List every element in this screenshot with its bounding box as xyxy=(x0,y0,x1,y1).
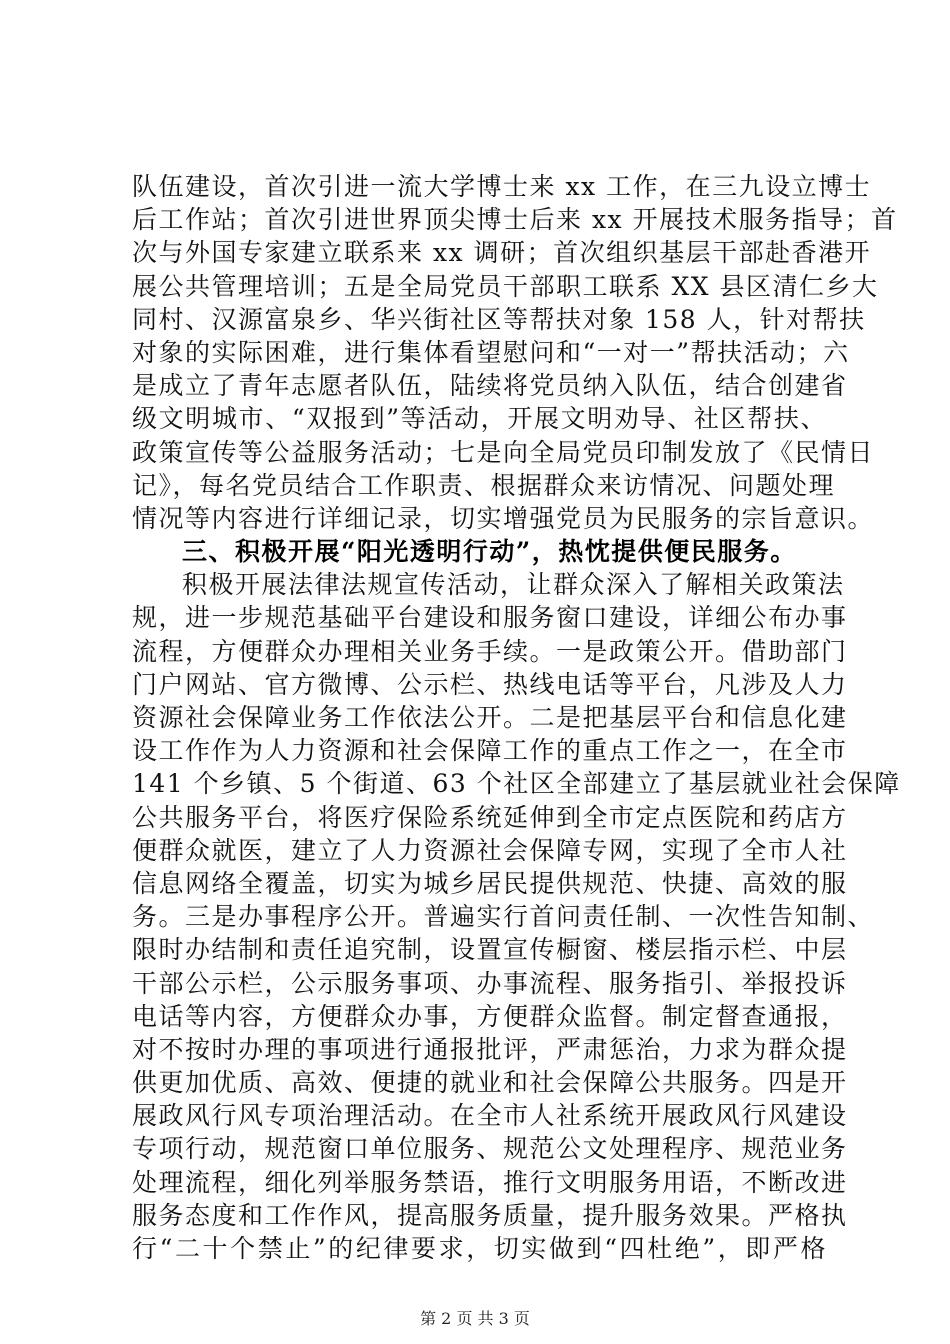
body-line: 务。三是办事程序公开。普遍实行首问责任制、一次性告知制、 xyxy=(132,902,875,932)
body-line: 是成立了青年志愿者队伍，陆续将党员纳入队伍，结合创建省 xyxy=(132,371,848,401)
body-text xyxy=(132,170,901,1265)
body-line: 展政风行风专项治理活动。在全市人社系统开展政风行风建设 xyxy=(132,1101,848,1131)
body-line: 对象的实际困难，进行集体看望慰问和“一对一”帮扶活动；六 xyxy=(132,337,850,367)
body-line: 电话等内容，方便群众办事，方便群众监督。制定督查通报， xyxy=(132,1001,848,1031)
section-heading: 三、积极开展“阳光透明行动”，热忱提供便民服务。 xyxy=(182,537,797,567)
body-line: 展公共管理培训；五是全局党员干部职工联系 XX 县区清仁乡大 xyxy=(132,271,879,301)
body-line: 141 个乡镇、5 个街道、63 个社区全部建立了基层就业社会保障 xyxy=(132,769,901,799)
body-line: 专项行动，规范窗口单位服务、规范公文处理程序、规范业务 xyxy=(132,1134,848,1164)
body-line: 资源社会保障业务工作依法公开。二是把基层平台和信息化建 xyxy=(132,703,848,732)
body-line: 限时办结制和责任追究制，设置宣传橱窗、楼层指示栏、中层 xyxy=(132,935,848,965)
body-line: 后工作站；首次引进世界顶尖博士后来 xx 开展技术服务指导；首 xyxy=(132,205,898,235)
body-line: 次与外国专家建立联系来 xx 调研；首次组织基层干部赴香港开 xyxy=(132,238,872,268)
body-line: 同村、汉源富泉乡、华兴街社区等帮扶对象 158 人，针对帮扶 xyxy=(132,304,866,334)
body-line: 门户网站、官方微博、公示栏、热线电话等平台，凡涉及人力 xyxy=(132,669,848,699)
body-line: 处理流程，细化列举服务禁语，推行文明服务用语，不断改进 xyxy=(132,1167,848,1197)
page-footer: 第 2 页 共 3 页 xyxy=(420,1309,530,1328)
body-line: 队伍建设，首次引进一流大学博士来 xx 工作，在三九设立博士 xyxy=(132,172,872,201)
paragraph-first-line: 积极开展法律法规宣传活动，让群众深入了解相关政策法 xyxy=(182,570,845,600)
body-line: 供更加优质、高效、便捷的就业和社会保障公共服务。四是开 xyxy=(132,1068,848,1098)
body-line: 对不按时办理的事项进行通报批评，严肃惩治，力求为群众提 xyxy=(132,1034,848,1064)
body-line: 信息网络全覆盖，切实为城乡居民提供规范、快捷、高效的服 xyxy=(132,868,848,898)
body-line: 情况等内容进行详细记录，切实增强党员为民服务的宗旨意识。 xyxy=(132,503,875,533)
body-line: 记》，每名党员结合工作职责、根据群众来访情况、问题处理 xyxy=(132,470,836,500)
body-line: 规，进一步规范基础平台建设和服务窗口建设，详细公布办事 xyxy=(132,603,848,633)
body-line: 级文明城市、“双报到”等活动，开展文明劝导、社区帮扶、 xyxy=(132,404,827,434)
body-line: 行“二十个禁止”的纪律要求，切实做到“四杜绝”，即严格 xyxy=(132,1234,827,1263)
body-line: 公共服务平台，将医疗保险系统延伸到全市定点医院和药店方 xyxy=(132,802,848,832)
body-line: 服务态度和工作作风，提高服务质量，提升服务效果。严格执 xyxy=(132,1200,848,1230)
body-line: 政策宣传等公益服务活动；七是向全局党员印制发放了《民情日 xyxy=(132,437,875,467)
body-line: 流程，方便群众办理相关业务手续。一是政策公开。借助部门 xyxy=(132,636,848,666)
body-line: 设工作作为人力资源和社会保障工作的重点工作之一，在全市 xyxy=(132,736,848,766)
body-line: 干部公示栏，公示服务事项、办事流程、服务指引、举报投诉 xyxy=(132,968,848,998)
body-line: 便群众就医，建立了人力资源社会保障专网，实现了全市人社 xyxy=(132,835,848,865)
